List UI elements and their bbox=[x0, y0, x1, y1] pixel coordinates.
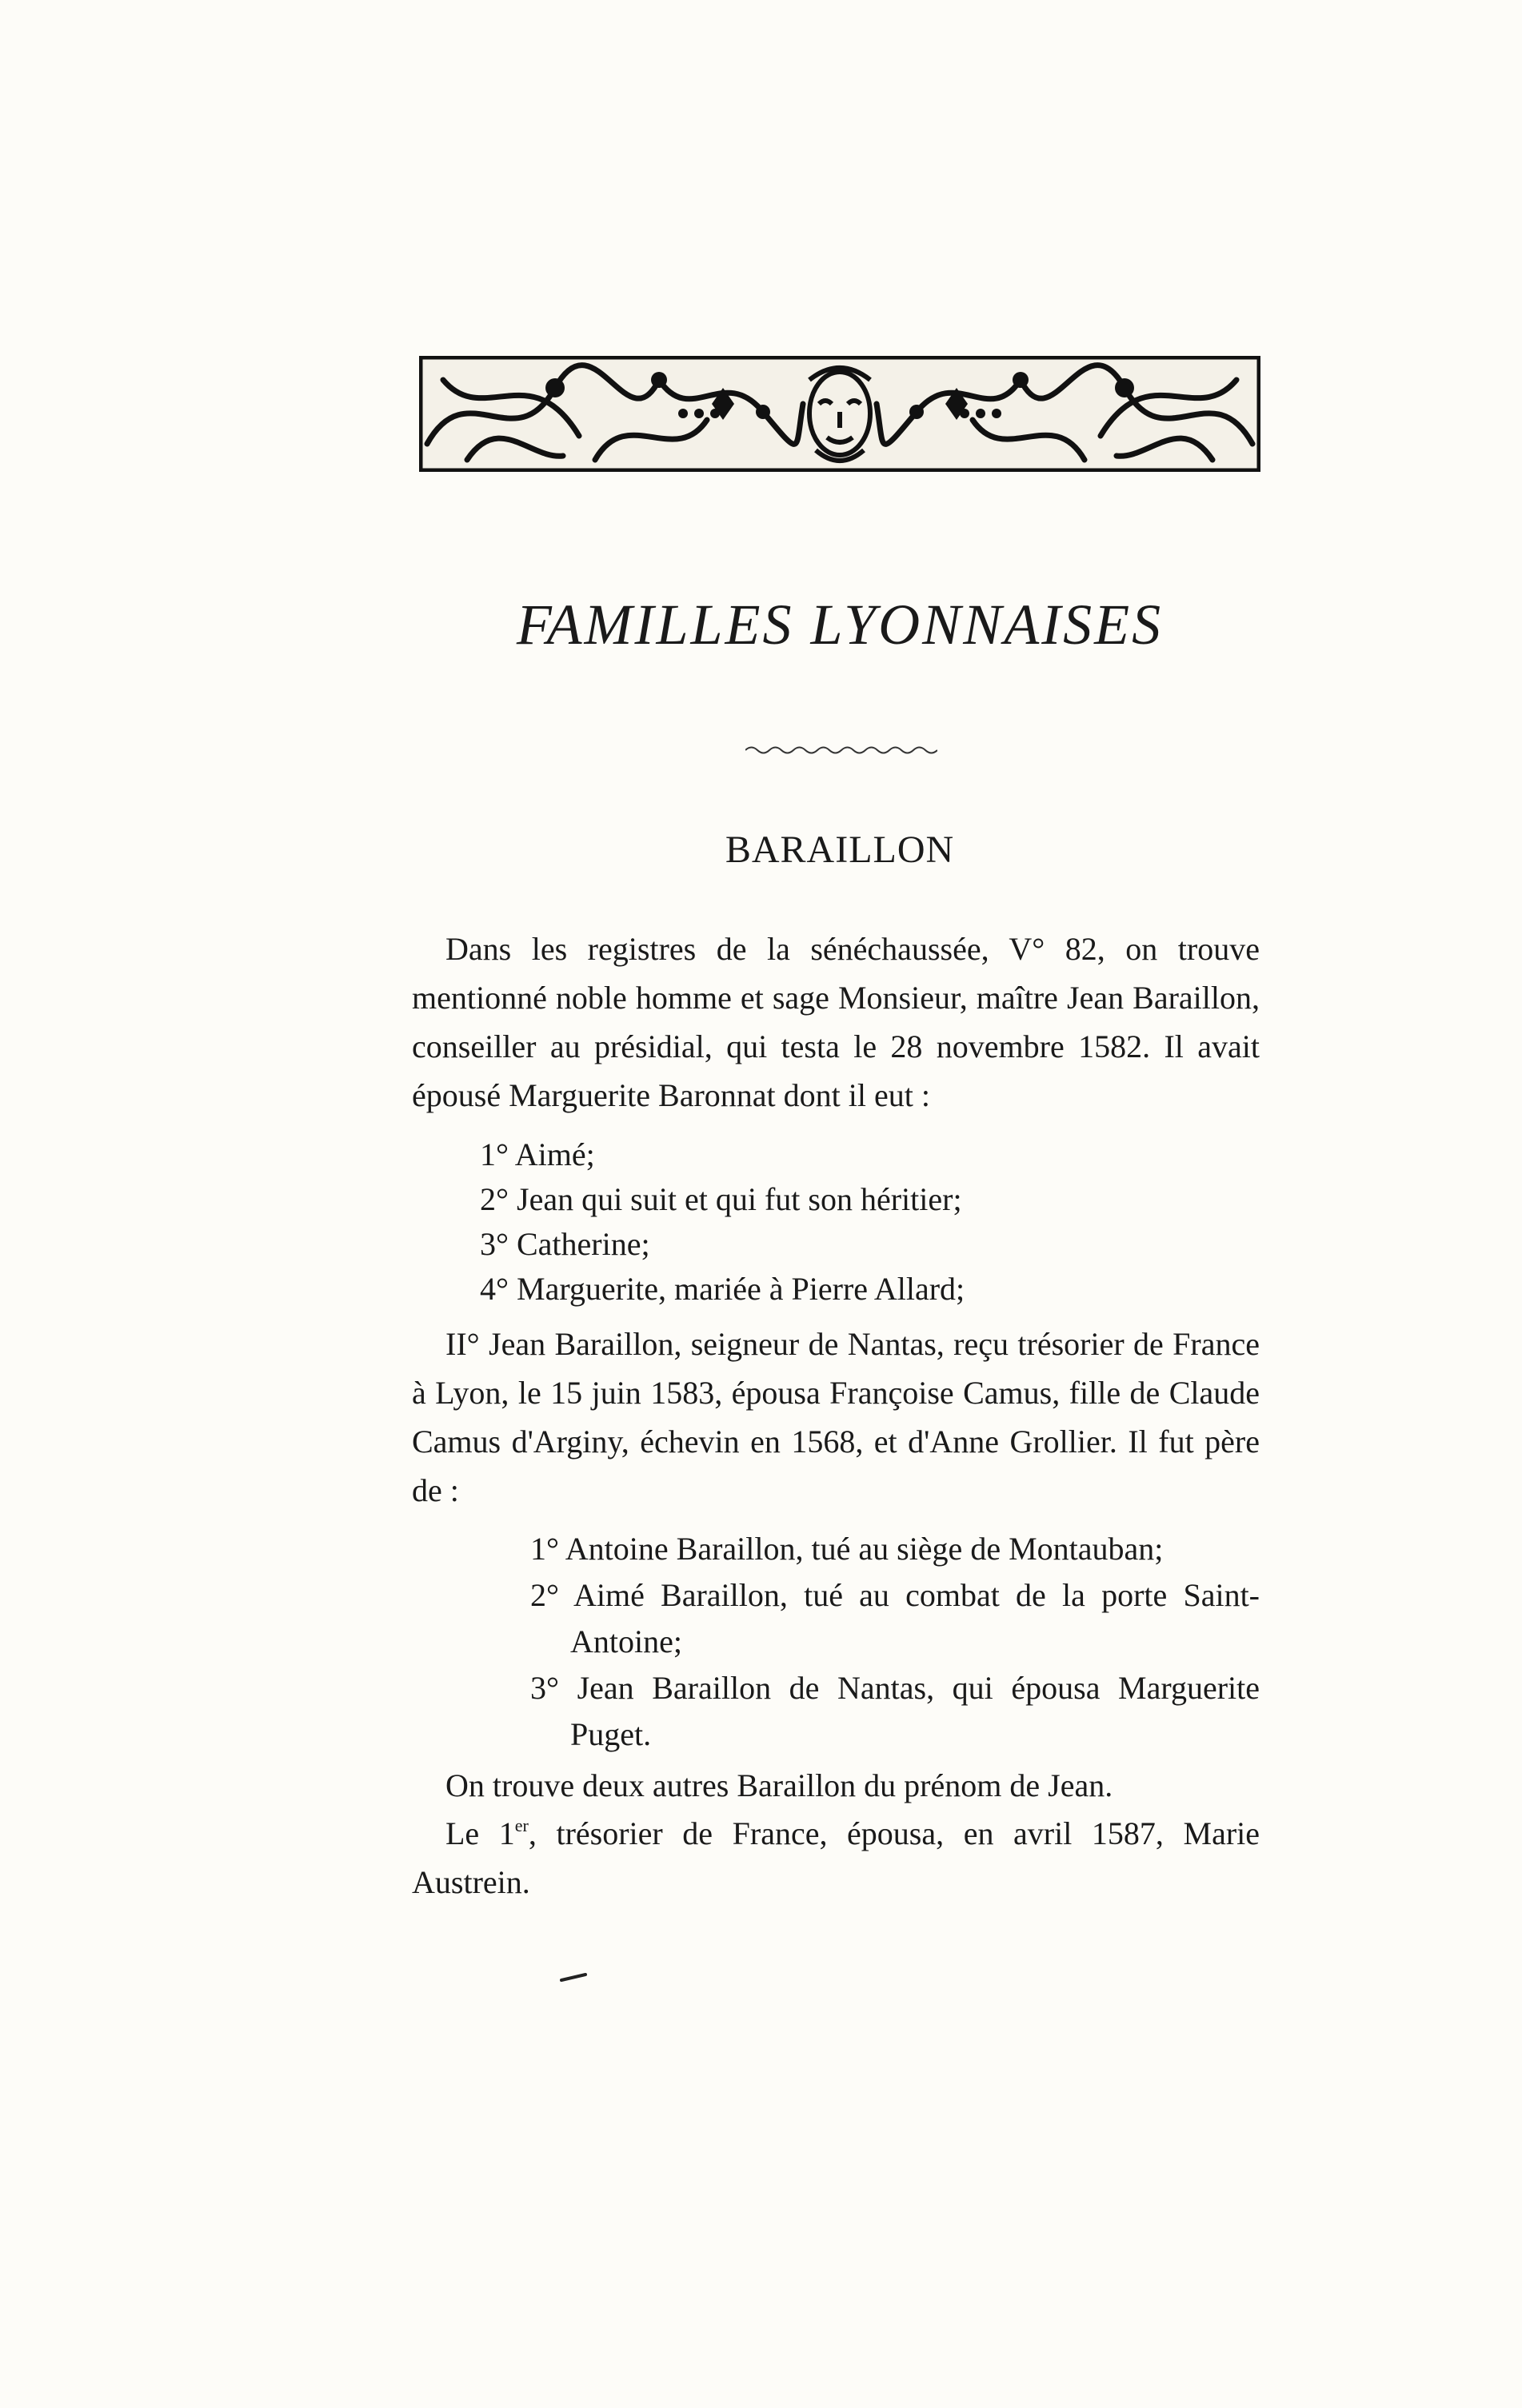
list-item: 3° Jean Baraillon de Nantas, qui épousa Marguerite Puget. bbox=[530, 1670, 1260, 1752]
page-title: FAMILLES LYONNAISES bbox=[516, 593, 1164, 657]
intro-paragraph: Dans les registres de la sénéchaussée, V° 82, on trouve mentionné noble homme et sage Monsieur, maître Jean Baraillon, conseiller au présidial, qui testa le 28 novembre 1582. Il avait épousé Marguerite Baronnat dont il eut : bbox=[412, 931, 1260, 1113]
children-list-marguerite-baronnat bbox=[412, 1132, 1260, 1312]
list-item: 2° Aimé Baraillon, tué au combat de la porte Saint-Antoine; bbox=[530, 1577, 1260, 1659]
list-item: 4° Marguerite, mariée à Pierre Allard; bbox=[480, 1271, 965, 1307]
jean-baraillon-paragraph: II° Jean Baraillon, seigneur de Nantas, reçu trésorier de France à Lyon, le 15 juin 1583, épousa Françoise Camus, fille de Claude Camus d'Arginy, échevin en 1568, et d'Anne Grollier. Il fut père de : bbox=[412, 1326, 1260, 1508]
other-baraillon-paragraph: On trouve deux autres Baraillon du prénom de Jean. bbox=[445, 1767, 1113, 1803]
list-item: 1° Antoine Baraillon, tué au siège de Montauban; bbox=[530, 1531, 1164, 1567]
section-heading: BARAILLON bbox=[725, 829, 955, 871]
decorative-rule bbox=[745, 744, 937, 757]
ink-mark bbox=[560, 1971, 587, 1983]
first-text: , trésorier de France, épousa, en avril 1587, Marie Austrein. bbox=[412, 1815, 1260, 1900]
decorative-headpiece-ornament bbox=[419, 356, 1260, 472]
list-item: 2° Jean qui suit et qui fut son héritier; bbox=[480, 1181, 962, 1217]
first-baraillon-paragraph bbox=[412, 1809, 1260, 1907]
first-prefix: Le 1 bbox=[445, 1815, 515, 1851]
ordinal-superscript: er bbox=[514, 1815, 529, 1835]
children-list-francoise-camus bbox=[412, 1526, 1260, 1758]
list-item: 1° Aimé; bbox=[480, 1136, 595, 1172]
list-item: 3° Catherine; bbox=[480, 1226, 650, 1262]
